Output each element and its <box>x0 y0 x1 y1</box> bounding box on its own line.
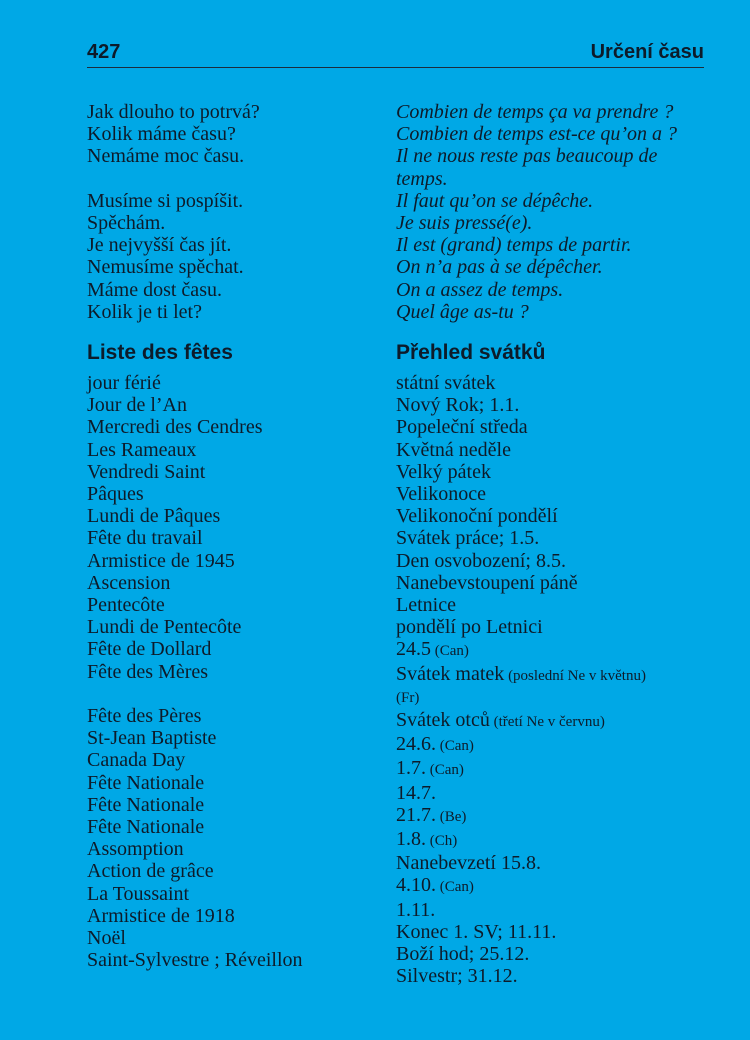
holiday-note: (poslední Ne v květnu) <box>504 667 646 684</box>
holiday-fr: Assomption <box>87 838 184 861</box>
holiday-cz: Boží hod; 25.12. <box>396 943 530 966</box>
holiday-cz: Letnice <box>396 594 456 617</box>
phrase-cz: Kolik je ti let? <box>87 300 202 323</box>
holiday-fr: Saint-Sylvestre ; Réveillon <box>87 949 303 972</box>
holiday-cz: Popeleční středa <box>396 416 528 439</box>
holiday-note: (Be) <box>436 808 467 825</box>
phrase-cz: Nemusíme spěchat. <box>87 256 244 279</box>
phrase-fr: Combien de temps est-ce qu’on a ? <box>396 123 678 146</box>
phrase-cz: Je nejvyšší čas jít. <box>87 234 232 257</box>
holiday-fr: La Toussaint <box>87 882 190 905</box>
holiday-cz: Velikonoční pondělí <box>396 505 558 528</box>
phrase-cz: Jak dlouho to potrvá? <box>87 101 260 123</box>
holiday-fr: Fête Nationale <box>87 793 205 816</box>
holiday-fr: jour férié <box>87 372 161 394</box>
page-header <box>87 40 704 68</box>
holiday-fr: Pentecôte <box>87 594 165 617</box>
phrase-fr: On n’a pas à se dépêcher. <box>396 256 603 279</box>
phrase-fr: Combien de temps ça va prendre ? <box>396 101 674 123</box>
phrase-fr: Je suis pressé(e). <box>396 212 533 235</box>
page-number: 427 <box>87 41 121 63</box>
holiday-cz: 1.7. (Can) <box>396 757 464 780</box>
phrases-french-column <box>396 101 716 323</box>
phrase-fr: Il est (grand) temps de partir. <box>396 234 632 257</box>
holiday-fr: St-Jean Baptiste <box>87 727 217 750</box>
holiday-fr: Fête Nationale <box>87 771 205 794</box>
holidays-french-column <box>87 372 387 971</box>
holiday-fr: Fête des Mères <box>87 660 209 683</box>
phrase-cz: Spěchám. <box>87 212 166 234</box>
holiday-fr: Fête de Dollard <box>87 638 212 661</box>
holiday-cz: 14.7. <box>396 781 436 804</box>
holiday-fr: Fête du travail <box>87 527 203 550</box>
holiday-fr: Canada Day <box>87 749 186 772</box>
holiday-cz: 1.11. <box>396 898 436 921</box>
holiday-cz: 21.7. (Be) <box>396 803 467 826</box>
holiday-cz: Svátek matek (poslední Ne v květnu) <box>396 662 646 685</box>
section-title: Určení času <box>590 41 704 63</box>
holiday-cz: Silvestr; 31.12. <box>396 965 518 988</box>
holidays-heading-czech: Přehled svátků <box>396 341 546 364</box>
phrase-cz: Nemáme moc času. <box>87 145 245 168</box>
holiday-fr: Fête des Pères <box>87 705 202 728</box>
holiday-fr: Action de grâce <box>87 860 214 883</box>
phrase-cz: Musíme si pospíšit. <box>87 189 244 212</box>
holiday-note: (třetí Ne v červnu) <box>489 714 605 731</box>
holiday-cz: 1.8. (Ch) <box>396 828 458 851</box>
holiday-cz: 24.6. (Can) <box>396 733 474 756</box>
holiday-note: (Ch) <box>426 833 458 850</box>
holiday-note: (Can) <box>436 879 474 896</box>
holiday-fr: Fête Nationale <box>87 816 205 839</box>
holiday-cz: Květná neděle <box>396 438 511 461</box>
holiday-cz: Nový Rok; 1.1. <box>396 394 520 417</box>
phrase-fr: Il faut qu’on se dépêche. <box>396 189 594 212</box>
holiday-note: (Can) <box>431 643 469 660</box>
phrases-czech-column <box>87 101 387 323</box>
holiday-cz: Velikonoce <box>396 483 486 506</box>
holiday-cz: 4.10. (Can) <box>396 874 474 897</box>
holiday-cz: Svátek otců (třetí Ne v červnu) <box>396 709 605 732</box>
holidays-heading-french: Liste des fêtes <box>87 341 233 364</box>
holiday-cz: 24.5 (Can) <box>396 638 469 661</box>
holiday-fr: Vendredi Saint <box>87 460 206 483</box>
holiday-fr: Armistice de 1945 <box>87 549 235 572</box>
holiday-fr: Lundi de Pentecôte <box>87 616 242 639</box>
holiday-cz: Nanebevstoupení páně <box>396 571 578 594</box>
holiday-cz: státní svátek <box>396 372 496 394</box>
phrase-fr: temps. <box>396 167 448 190</box>
holiday-note: (Can) <box>436 738 474 755</box>
holiday-fr: Noël <box>87 927 126 950</box>
holiday-cz: pondělí po Letnici <box>396 616 543 639</box>
holiday-fr: Armistice de 1918 <box>87 904 235 927</box>
phrase-fr: Il ne nous reste pas beaucoup de <box>396 145 658 168</box>
holiday-fr: Lundi de Pâques <box>87 505 221 528</box>
phrase-fr: Quel âge as-tu ? <box>396 300 529 323</box>
phrase-cz: Kolik máme času? <box>87 123 236 146</box>
holiday-cz: Velký pátek <box>396 460 491 483</box>
holiday-fr: Jour de l’An <box>87 394 187 417</box>
holiday-cz: Svátek práce; 1.5. <box>396 527 540 550</box>
holiday-fr: Ascension <box>87 571 171 594</box>
phrase-cz: Máme dost času. <box>87 278 222 301</box>
holiday-fr: Les Rameaux <box>87 438 197 461</box>
holiday-cz: Konec 1. SV; 11.11. <box>396 920 557 943</box>
holiday-cz: Den osvobození; 8.5. <box>396 549 566 572</box>
holiday-note: (Fr) <box>396 689 420 706</box>
holiday-fr: Mercredi des Cendres <box>87 416 263 439</box>
holiday-note: (Can) <box>426 762 464 779</box>
holiday-fr: Pâques <box>87 483 144 506</box>
phrase-fr: On a assez de temps. <box>396 278 564 301</box>
holidays-czech-column <box>396 372 716 987</box>
holiday-cz: Nanebevzetí 15.8. <box>396 852 541 875</box>
